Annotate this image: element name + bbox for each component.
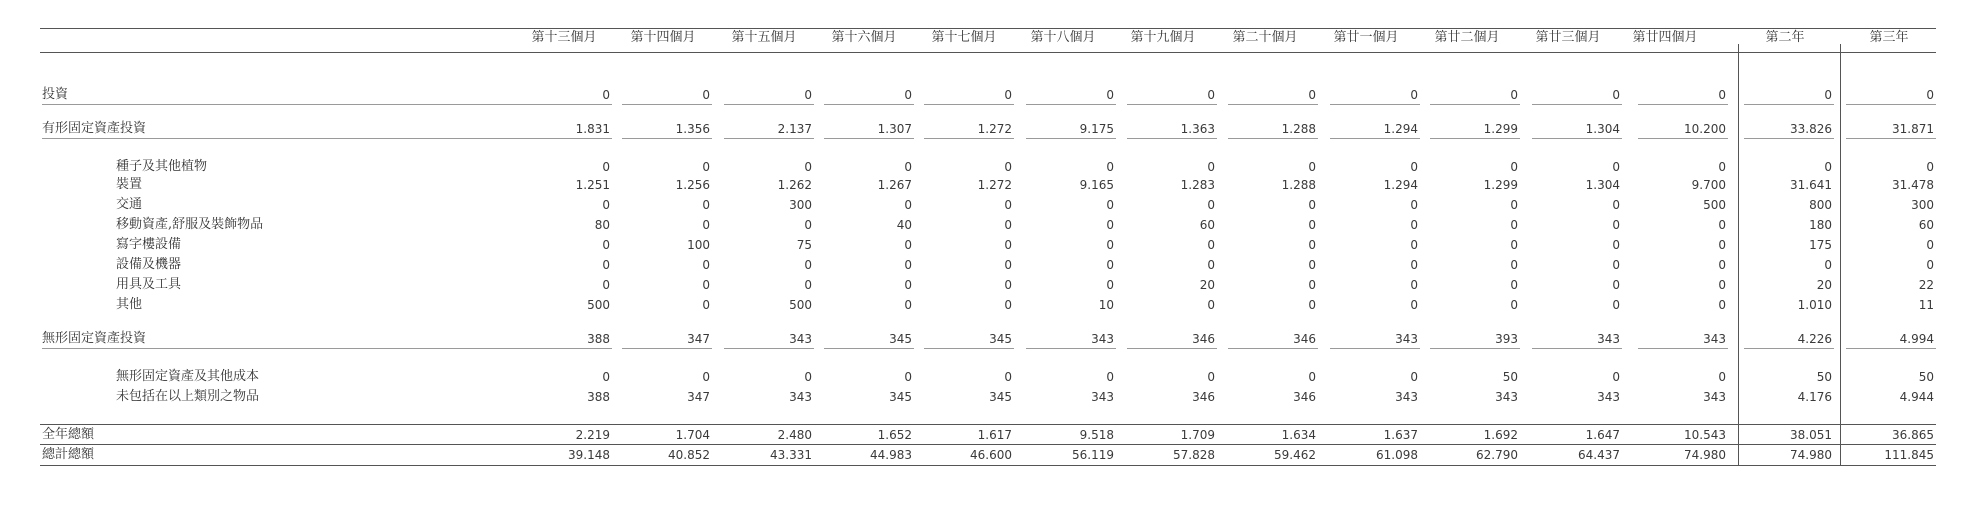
table-cell: 0 <box>1510 278 1518 292</box>
table-cell: 0 <box>804 258 812 272</box>
table-cell: 1.288 <box>1281 122 1316 136</box>
cell-underline <box>1638 138 1728 139</box>
table-cell: 0 <box>1106 218 1114 232</box>
row-label: 種子及其他植物 <box>116 159 208 174</box>
table-cell: 10.200 <box>1684 122 1726 136</box>
table-cell: 1.704 <box>675 428 710 442</box>
column-header: 第十六個月 <box>831 30 897 45</box>
table-cell: 0 <box>1410 238 1418 252</box>
row-label: 全年總額 <box>42 427 95 442</box>
cell-underline <box>1127 138 1217 139</box>
table-cell: 0 <box>904 370 912 384</box>
table-cell: 0 <box>1410 298 1418 312</box>
table-cell: 1.617 <box>977 428 1012 442</box>
table-cell: 1.692 <box>1483 428 1518 442</box>
table-cell: 1.647 <box>1585 428 1620 442</box>
table-cell: 300 <box>789 198 812 212</box>
table-cell: 0 <box>804 160 812 174</box>
table-cell: 40 <box>896 218 912 232</box>
cell-underline <box>1532 104 1622 105</box>
table-cell: 80 <box>594 218 610 232</box>
table-cell: 0 <box>702 278 710 292</box>
cell-underline <box>622 104 712 105</box>
column-header: 第十四個月 <box>630 30 696 45</box>
table-cell: 1.267 <box>877 178 912 192</box>
table-cell: 0 <box>1004 298 1012 312</box>
table-cell: 50 <box>1816 370 1832 384</box>
table-cell: 0 <box>1718 88 1726 102</box>
column-header: 第二十個月 <box>1232 30 1298 45</box>
table-cell: 38.051 <box>1790 428 1832 442</box>
column-header: 第廿二個月 <box>1434 30 1500 45</box>
table-cell: 0 <box>1410 278 1418 292</box>
table-cell: 1.294 <box>1383 178 1418 192</box>
table-cell: 0 <box>804 278 812 292</box>
table-cell: 1.637 <box>1383 428 1418 442</box>
cell-underline <box>1430 104 1520 105</box>
table-cell: 50 <box>1918 370 1934 384</box>
row-label: 無形固定資產及其他成本 <box>116 369 260 384</box>
table-cell: 0 <box>1207 258 1215 272</box>
table-cell: 175 <box>1809 238 1832 252</box>
cell-underline <box>1026 348 1116 349</box>
year-columns-divider <box>1738 44 1739 466</box>
cell-underline <box>622 348 712 349</box>
cell-underline <box>924 138 1014 139</box>
table-cell: 0 <box>1612 218 1620 232</box>
table-cell: 4.226 <box>1797 332 1832 346</box>
table-cell: 343 <box>1395 332 1418 346</box>
table-cell: 31.641 <box>1790 178 1832 192</box>
table-cell: 0 <box>1308 218 1316 232</box>
table-cell: 0 <box>702 258 710 272</box>
table-cell: 0 <box>1410 258 1418 272</box>
table-cell: 343 <box>1091 332 1114 346</box>
table-cell: 0 <box>602 88 610 102</box>
table-cell: 0 <box>1308 160 1316 174</box>
table-cell: 1.283 <box>1180 178 1215 192</box>
cell-underline <box>1330 138 1420 139</box>
table-cell: 1.262 <box>777 178 812 192</box>
table-cell: 346 <box>1293 332 1316 346</box>
table-cell: 39.148 <box>568 448 610 462</box>
table-cell: 0 <box>602 278 610 292</box>
table-cell: 1.356 <box>675 122 710 136</box>
table-cell: 75 <box>796 238 812 252</box>
table-cell: 36.865 <box>1892 428 1934 442</box>
row-label: 總計總額 <box>42 447 95 462</box>
cell-underline <box>1744 348 1834 349</box>
cell-underline <box>1228 348 1318 349</box>
table-cell: 0 <box>1612 88 1620 102</box>
table-cell: 0 <box>1308 198 1316 212</box>
table-cell: 0 <box>1410 218 1418 232</box>
table-cell: 1.256 <box>675 178 710 192</box>
table-cell: 1.709 <box>1180 428 1215 442</box>
cell-underline <box>824 104 914 105</box>
table-cell: 1.272 <box>977 178 1012 192</box>
table-bottom-rule <box>40 465 1936 466</box>
table-cell: 1.307 <box>877 122 912 136</box>
table-cell: 10.543 <box>1684 428 1726 442</box>
table-cell: 343 <box>789 332 812 346</box>
table-cell: 343 <box>1597 332 1620 346</box>
cell-underline <box>1532 348 1622 349</box>
table-cell: 1.299 <box>1483 122 1518 136</box>
cell-underline <box>1846 348 1936 349</box>
table-cell: 0 <box>1207 198 1215 212</box>
table-cell: 0 <box>904 258 912 272</box>
table-cell: 0 <box>904 88 912 102</box>
table-cell: 0 <box>904 160 912 174</box>
table-cell: 0 <box>602 258 610 272</box>
cell-underline <box>522 104 612 105</box>
table-cell: 0 <box>1308 298 1316 312</box>
table-cell: 43.331 <box>770 448 812 462</box>
cell-underline <box>824 348 914 349</box>
table-cell: 393 <box>1495 332 1518 346</box>
table-cell: 61.098 <box>1376 448 1418 462</box>
cell-underline <box>522 138 612 139</box>
table-cell: 1.010 <box>1797 298 1832 312</box>
table-cell: 800 <box>1809 198 1832 212</box>
row-label: 裝置 <box>116 177 143 192</box>
table-cell: 4.944 <box>1899 390 1934 404</box>
table-cell: 0 <box>602 160 610 174</box>
table-cell: 345 <box>989 390 1012 404</box>
table-cell: 20 <box>1199 278 1215 292</box>
table-cell: 0 <box>1824 88 1832 102</box>
table-cell: 0 <box>1510 298 1518 312</box>
table-cell: 0 <box>1106 258 1114 272</box>
column-header: 第二年 <box>1765 30 1805 45</box>
column-header: 第廿四個月 <box>1632 30 1698 45</box>
table-cell: 59.462 <box>1274 448 1316 462</box>
table-cell: 343 <box>789 390 812 404</box>
row-label: 無形固定資產投資 <box>42 331 147 346</box>
table-cell: 0 <box>1510 88 1518 102</box>
table-cell: 343 <box>1703 332 1726 346</box>
table-cell: 1.294 <box>1383 122 1418 136</box>
table-cell: 347 <box>687 390 710 404</box>
table-cell: 1.304 <box>1585 178 1620 192</box>
row-label: 投資 <box>42 87 69 102</box>
table-cell: 0 <box>1926 238 1934 252</box>
table-cell: 0 <box>1510 258 1518 272</box>
table-cell: 0 <box>1004 88 1012 102</box>
table-cell: 343 <box>1495 390 1518 404</box>
table-cell: 0 <box>1510 160 1518 174</box>
table-cell: 33.826 <box>1790 122 1832 136</box>
table-cell: 0 <box>1308 238 1316 252</box>
table-cell: 0 <box>702 370 710 384</box>
cell-underline <box>724 104 814 105</box>
table-cell: 0 <box>1718 298 1726 312</box>
table-cell: 10 <box>1098 298 1114 312</box>
table-cell: 0 <box>804 218 812 232</box>
cell-underline <box>1228 104 1318 105</box>
table-cell: 0 <box>1718 160 1726 174</box>
cell-underline <box>924 348 1014 349</box>
table-cell: 0 <box>1612 370 1620 384</box>
table-cell: 343 <box>1597 390 1620 404</box>
table-cell: 46.600 <box>970 448 1012 462</box>
table-cell: 346 <box>1293 390 1316 404</box>
table-cell: 0 <box>1510 238 1518 252</box>
table-cell: 0 <box>1004 278 1012 292</box>
column-header: 第十七個月 <box>931 30 997 45</box>
table-cell: 0 <box>1612 298 1620 312</box>
table-cell: 0 <box>1207 88 1215 102</box>
table-cell: 0 <box>1004 258 1012 272</box>
table-cell: 44.983 <box>870 448 912 462</box>
table-top-rule <box>40 28 1936 29</box>
table-cell: 0 <box>804 88 812 102</box>
table-cell: 11 <box>1918 298 1934 312</box>
table-cell: 0 <box>1926 258 1934 272</box>
table-cell: 31.478 <box>1892 178 1934 192</box>
table-cell: 56.119 <box>1072 448 1114 462</box>
table-cell: 0 <box>1718 258 1726 272</box>
totals-mid-rule <box>40 444 1936 445</box>
table-cell: 1.634 <box>1281 428 1316 442</box>
table-cell: 0 <box>1718 370 1726 384</box>
table-cell: 500 <box>1703 198 1726 212</box>
table-cell: 347 <box>687 332 710 346</box>
table-cell: 0 <box>1308 88 1316 102</box>
cell-underline <box>1846 138 1936 139</box>
table-cell: 9.518 <box>1079 428 1114 442</box>
cell-underline <box>1127 104 1217 105</box>
table-cell: 9.175 <box>1079 122 1114 136</box>
cell-underline <box>1228 138 1318 139</box>
table-cell: 4.994 <box>1899 332 1934 346</box>
table-cell: 1.304 <box>1585 122 1620 136</box>
table-cell: 74.980 <box>1790 448 1832 462</box>
table-cell: 345 <box>989 332 1012 346</box>
table-cell: 0 <box>1824 258 1832 272</box>
table-cell: 74.980 <box>1684 448 1726 462</box>
column-header: 第廿三個月 <box>1535 30 1601 45</box>
table-cell: 64.437 <box>1578 448 1620 462</box>
cell-underline <box>1744 104 1834 105</box>
table-cell: 0 <box>1718 278 1726 292</box>
table-cell: 180 <box>1809 218 1832 232</box>
table-cell: 0 <box>1718 238 1726 252</box>
table-cell: 0 <box>1410 88 1418 102</box>
table-cell: 0 <box>1510 198 1518 212</box>
table-cell: 40.852 <box>668 448 710 462</box>
header-bottom-rule <box>40 52 1936 53</box>
table-cell: 1.363 <box>1180 122 1215 136</box>
cell-underline <box>1638 104 1728 105</box>
table-cell: 1.272 <box>977 122 1012 136</box>
table-cell: 343 <box>1703 390 1726 404</box>
table-cell: 0 <box>702 298 710 312</box>
table-cell: 0 <box>1207 160 1215 174</box>
cell-underline <box>1127 348 1217 349</box>
table-cell: 0 <box>1718 218 1726 232</box>
table-cell: 0 <box>1004 198 1012 212</box>
table-cell: 0 <box>1004 218 1012 232</box>
cell-underline <box>622 138 712 139</box>
table-cell: 1.299 <box>1483 178 1518 192</box>
table-cell: 0 <box>1106 160 1114 174</box>
table-cell: 500 <box>789 298 812 312</box>
table-cell: 0 <box>1824 160 1832 174</box>
table-cell: 60 <box>1199 218 1215 232</box>
cell-underline <box>522 348 612 349</box>
table-cell: 2.137 <box>777 122 812 136</box>
table-cell: 0 <box>602 370 610 384</box>
cell-underline <box>1330 104 1420 105</box>
table-cell: 0 <box>804 370 812 384</box>
table-cell: 0 <box>1106 238 1114 252</box>
table-cell: 0 <box>1308 370 1316 384</box>
table-cell: 0 <box>1207 370 1215 384</box>
table-cell: 0 <box>904 238 912 252</box>
cell-underline <box>1330 348 1420 349</box>
column-header: 第十三個月 <box>531 30 597 45</box>
row-label-underline <box>42 138 562 139</box>
table-cell: 0 <box>1410 160 1418 174</box>
table-cell: 0 <box>1106 88 1114 102</box>
table-cell: 0 <box>1004 370 1012 384</box>
table-cell: 345 <box>889 390 912 404</box>
table-cell: 0 <box>904 278 912 292</box>
row-label: 用具及工具 <box>116 277 182 292</box>
table-cell: 0 <box>904 198 912 212</box>
totals-top-rule <box>40 424 1936 425</box>
column-header: 第十五個月 <box>731 30 797 45</box>
table-cell: 0 <box>1207 238 1215 252</box>
column-header: 第十九個月 <box>1130 30 1196 45</box>
row-label-underline <box>42 348 562 349</box>
table-cell: 345 <box>889 332 912 346</box>
table-cell: 1.288 <box>1281 178 1316 192</box>
table-cell: 1.831 <box>575 122 610 136</box>
table-cell: 4.176 <box>1797 390 1832 404</box>
table-cell: 343 <box>1091 390 1114 404</box>
table-cell: 2.480 <box>777 428 812 442</box>
table-cell: 9.700 <box>1691 178 1726 192</box>
row-label: 交通 <box>116 197 143 212</box>
table-cell: 62.790 <box>1476 448 1518 462</box>
cell-underline <box>724 138 814 139</box>
cell-underline <box>924 104 1014 105</box>
table-cell: 0 <box>1612 160 1620 174</box>
table-cell: 343 <box>1395 390 1418 404</box>
table-cell: 346 <box>1192 390 1215 404</box>
table-cell: 2.219 <box>575 428 610 442</box>
table-cell: 388 <box>587 332 610 346</box>
table-cell: 0 <box>1510 218 1518 232</box>
cell-underline <box>824 138 914 139</box>
table-cell: 0 <box>1106 278 1114 292</box>
table-cell: 0 <box>1106 198 1114 212</box>
row-label: 有形固定資產投資 <box>42 121 147 136</box>
table-cell: 500 <box>587 298 610 312</box>
table-cell: 0 <box>702 160 710 174</box>
table-cell: 50 <box>1502 370 1518 384</box>
row-label: 未包括在以上類別之物品 <box>116 389 260 404</box>
table-cell: 0 <box>1308 258 1316 272</box>
table-cell: 0 <box>702 218 710 232</box>
table-cell: 0 <box>1106 370 1114 384</box>
table-cell: 22 <box>1918 278 1934 292</box>
table-cell: 0 <box>1308 278 1316 292</box>
table-cell: 9.165 <box>1079 178 1114 192</box>
table-cell: 0 <box>602 238 610 252</box>
table-cell: 0 <box>1612 258 1620 272</box>
table-cell: 31.871 <box>1892 122 1934 136</box>
column-header: 第十八個月 <box>1030 30 1096 45</box>
table-cell: 0 <box>602 198 610 212</box>
cell-underline <box>724 348 814 349</box>
table-cell: 0 <box>1926 160 1934 174</box>
table-cell: 1.652 <box>877 428 912 442</box>
table-cell: 0 <box>1410 198 1418 212</box>
row-label: 其他 <box>116 297 143 312</box>
table-cell: 0 <box>1004 238 1012 252</box>
table-cell: 60 <box>1918 218 1934 232</box>
table-cell: 57.828 <box>1173 448 1215 462</box>
cell-underline <box>1026 104 1116 105</box>
year-columns-divider-right <box>1840 44 1841 466</box>
table-cell: 346 <box>1192 332 1215 346</box>
cell-underline <box>1430 348 1520 349</box>
table-cell: 0 <box>702 88 710 102</box>
table-cell: 0 <box>1004 160 1012 174</box>
column-header: 第廿一個月 <box>1333 30 1399 45</box>
column-header: 第三年 <box>1869 30 1909 45</box>
table-cell: 0 <box>1207 298 1215 312</box>
table-cell: 0 <box>1926 88 1934 102</box>
table-cell: 0 <box>904 298 912 312</box>
table-cell: 100 <box>687 238 710 252</box>
table-cell: 1.251 <box>575 178 610 192</box>
row-label: 設備及機器 <box>116 257 182 272</box>
cell-underline <box>1532 138 1622 139</box>
table-cell: 300 <box>1911 198 1934 212</box>
table-cell: 0 <box>1410 370 1418 384</box>
table-cell: 0 <box>1612 198 1620 212</box>
table-cell: 0 <box>702 198 710 212</box>
cell-underline <box>1026 138 1116 139</box>
cell-underline <box>1744 138 1834 139</box>
table-cell: 20 <box>1816 278 1832 292</box>
row-label: 移動資產,舒服及裝飾物品 <box>116 217 264 232</box>
cell-underline <box>1846 104 1936 105</box>
cell-underline <box>1638 348 1728 349</box>
table-cell: 0 <box>1612 278 1620 292</box>
row-label: 寫字樓設備 <box>116 237 182 252</box>
cell-underline <box>1430 138 1520 139</box>
table-cell: 388 <box>587 390 610 404</box>
row-label-underline <box>42 104 562 105</box>
table-cell: 111.845 <box>1884 448 1934 462</box>
table-cell: 0 <box>1612 238 1620 252</box>
